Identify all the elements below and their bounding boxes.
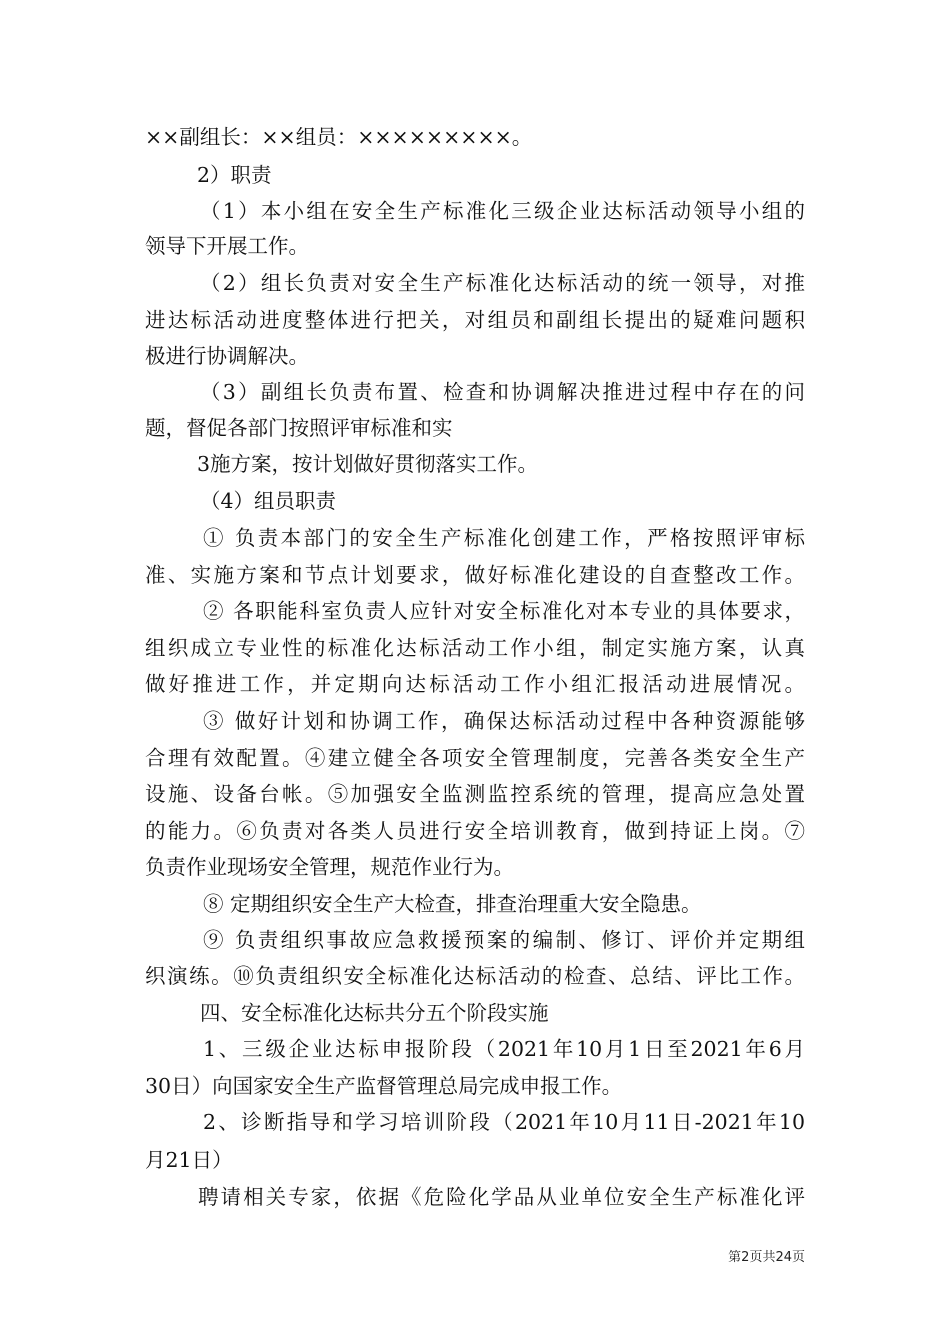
- text-line: 3施方案，按计划做好贯彻落实工作。: [197, 452, 539, 476]
- text-line: （2）组长负责对安全生产标准化达标活动的统一领导，对推: [200, 271, 805, 295]
- text-line: 极进行协调解决。: [145, 344, 309, 368]
- text-line: （3）副组长负责布置、检查和协调解决推进过程中存在的问: [200, 380, 805, 404]
- text-line: 聘请相关专家，依据《危险化学品从业单位安全生产标准化评: [198, 1185, 805, 1209]
- text-line: 30日）向国家安全生产监督管理总局完成申报工作。: [145, 1074, 623, 1098]
- section-heading: 2）职责: [197, 163, 272, 187]
- text-line: ① 负责本部门的安全生产标准化创建工作，严格按照评审标: [203, 526, 805, 550]
- text-line: ××副组长：××组员：×××××××××。: [145, 125, 533, 149]
- text-line: 设施、设备台帐。⑤加强安全监测监控系统的管理，提高应急处置: [145, 782, 805, 806]
- text-line: 织演练。⑩负责组织安全标准化达标活动的检查、总结、评比工作。: [145, 964, 805, 988]
- text-line: 负责作业现场安全管理，规范作业行为。: [145, 855, 514, 879]
- text-line: （1）本小组在安全生产标准化三级企业达标活动领导小组的: [200, 199, 805, 223]
- text-line: 进达标活动进度整体进行把关，对组员和副组长提出的疑难问题积: [145, 308, 805, 332]
- text-line: ② 各职能科室负责人应针对安全标准化对本专业的具体要求，: [203, 599, 805, 623]
- text-line: 组织成立专业性的标准化达标活动工作小组，制定实施方案，认真: [145, 636, 805, 660]
- text-line: 题，督促各部门按照评审标准和实: [145, 416, 453, 440]
- section-heading: （4）组员职责: [200, 489, 337, 513]
- page-number: 第2页共24页: [728, 1250, 805, 1265]
- text-line: 准、实施方案和节点计划要求，做好标准化建设的自查整改工作。: [145, 563, 805, 587]
- text-line: ③ 做好计划和协调工作，确保达标活动过程中各种资源能够: [203, 709, 805, 733]
- text-line: 2、诊断指导和学习培训阶段（2021年10月11日-2021年10: [203, 1110, 805, 1134]
- text-line: 1、三级企业达标申报阶段（2021年10月1日至2021年6月: [203, 1037, 805, 1061]
- section-heading: 四、安全标准化达标共分五个阶段实施: [200, 1001, 549, 1025]
- text-line: 领导下开展工作。: [145, 234, 309, 258]
- text-line: 的能力。⑥负责对各类人员进行安全培训教育，做到持证上岗。⑦: [145, 819, 805, 843]
- text-line: ⑨ 负责组织事故应急救援预案的编制、修订、评价并定期组: [203, 928, 805, 952]
- text-line: 合理有效配置。④建立健全各项安全管理制度，完善各类安全生产: [145, 746, 805, 770]
- text-line: ⑧ 定期组织安全生产大检查，排查治理重大安全隐患。: [203, 892, 702, 916]
- text-line: 月21日）: [145, 1148, 233, 1172]
- text-line: 做好推进工作，并定期向达标活动工作小组汇报活动进展情况。: [145, 672, 805, 696]
